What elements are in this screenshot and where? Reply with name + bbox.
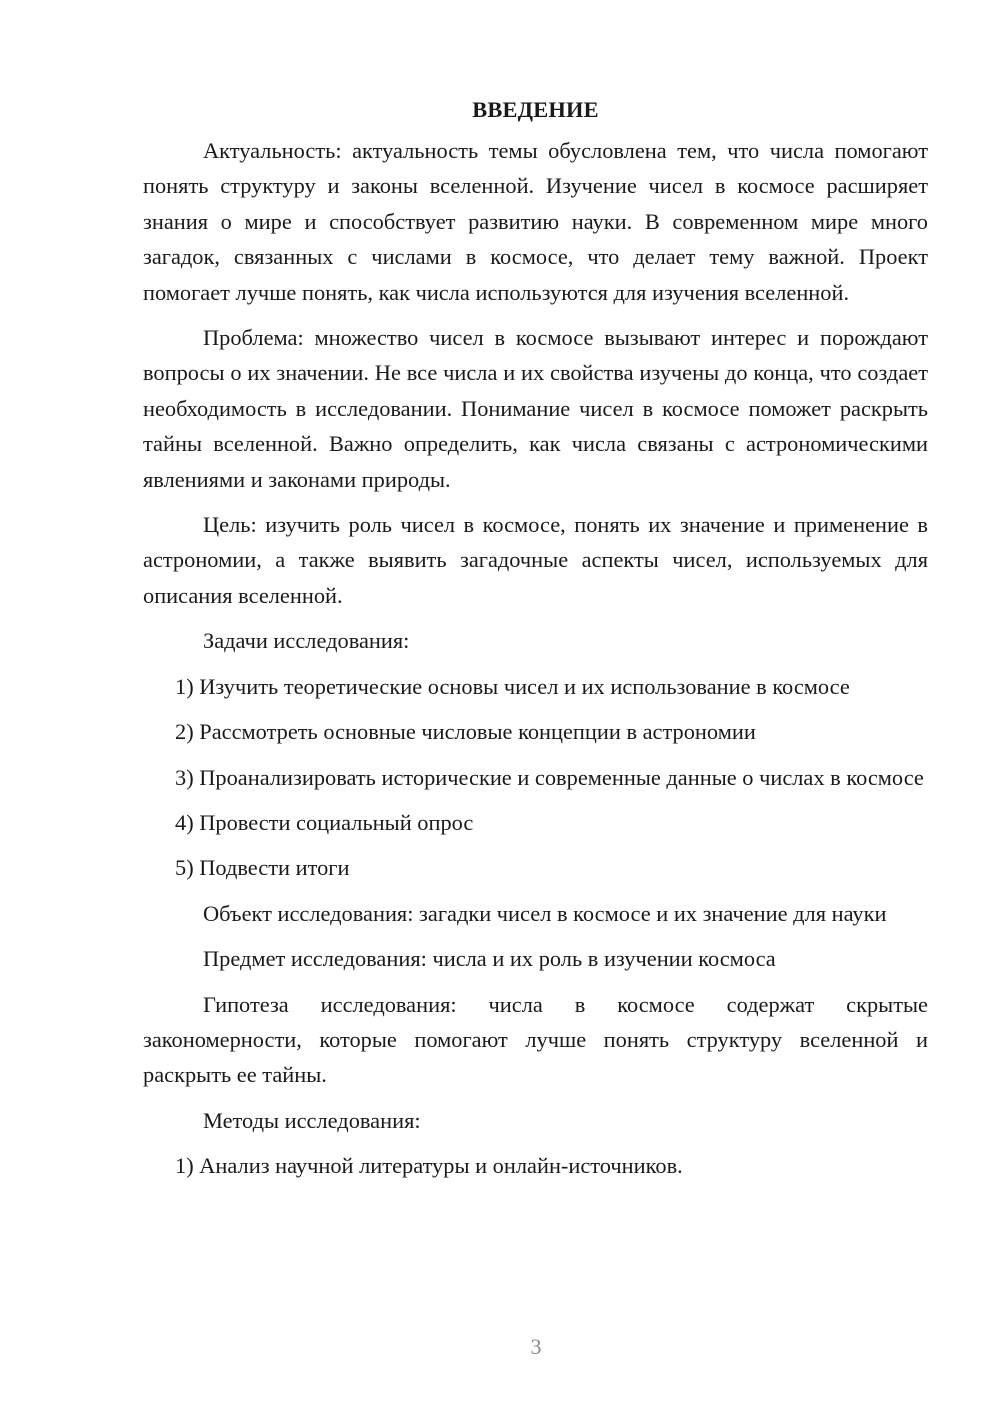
tasks-heading: Задачи исследования: xyxy=(203,628,410,654)
method-item-1: 1) Анализ научной литературы и онлайн-источников. xyxy=(175,1153,683,1179)
relevance-paragraph: Актуальность: актуальность темы обусловлена тем, что числа помогают понять структуру и законы вселенной. Изучение чисел в космосе расширяет знания о мире и способствует развитию науки. В современном мире много загадок, связанных с числами в космосе, что делает тему важной. Проект помогает лучше понять, как числа используются для изучения вселенной. xyxy=(143,138,928,305)
task-item-1: 1) Изучить теоретические основы чисел и их использование в космосе xyxy=(175,673,850,699)
methods-heading: Методы исследования: xyxy=(203,1107,421,1133)
goal-paragraph: Цель: изучить роль чисел в космосе, понять их значение и применение в астрономии, а также выявить загадочные аспекты чисел, используемых для описания вселенной. xyxy=(143,512,928,608)
task-item-4: 4) Провести социальный опрос xyxy=(175,809,474,835)
task-item-3: 3) Проанализировать исторические и современные данные о числах в космосе xyxy=(175,764,924,790)
task-item-2: 2) Рассмотреть основные числовые концепции в астрономии xyxy=(175,719,756,745)
document-body xyxy=(143,92,928,1194)
problem-paragraph: Проблема: множество чисел в космосе вызывают интерес и порождают вопросы о их значении. Не все числа и их свойства изучены до конца, что создает необходимость в исследовании. Понимание чисел в космосе поможет раскрыть тайны вселенной. Важно определить, как числа связаны с астрономическими явлениями и законами природы. xyxy=(143,325,928,492)
hypothesis-paragraph: Гипотеза исследования: числа в космосе содержат скрытые закономерности, которые помогают лучше понять структуру вселенной и раскрыть ее тайны. xyxy=(143,991,928,1088)
subject-paragraph: Предмет исследования: числа и их роль в изучении космоса xyxy=(203,946,776,972)
page-number: 3 xyxy=(530,1334,542,1359)
task-item-5: 5) Подвести итоги xyxy=(175,855,350,881)
section-title: ВВЕДЕНИЕ xyxy=(472,97,599,122)
object-paragraph: Объект исследования: загадки чисел в космосе и их значение для науки xyxy=(203,900,887,926)
